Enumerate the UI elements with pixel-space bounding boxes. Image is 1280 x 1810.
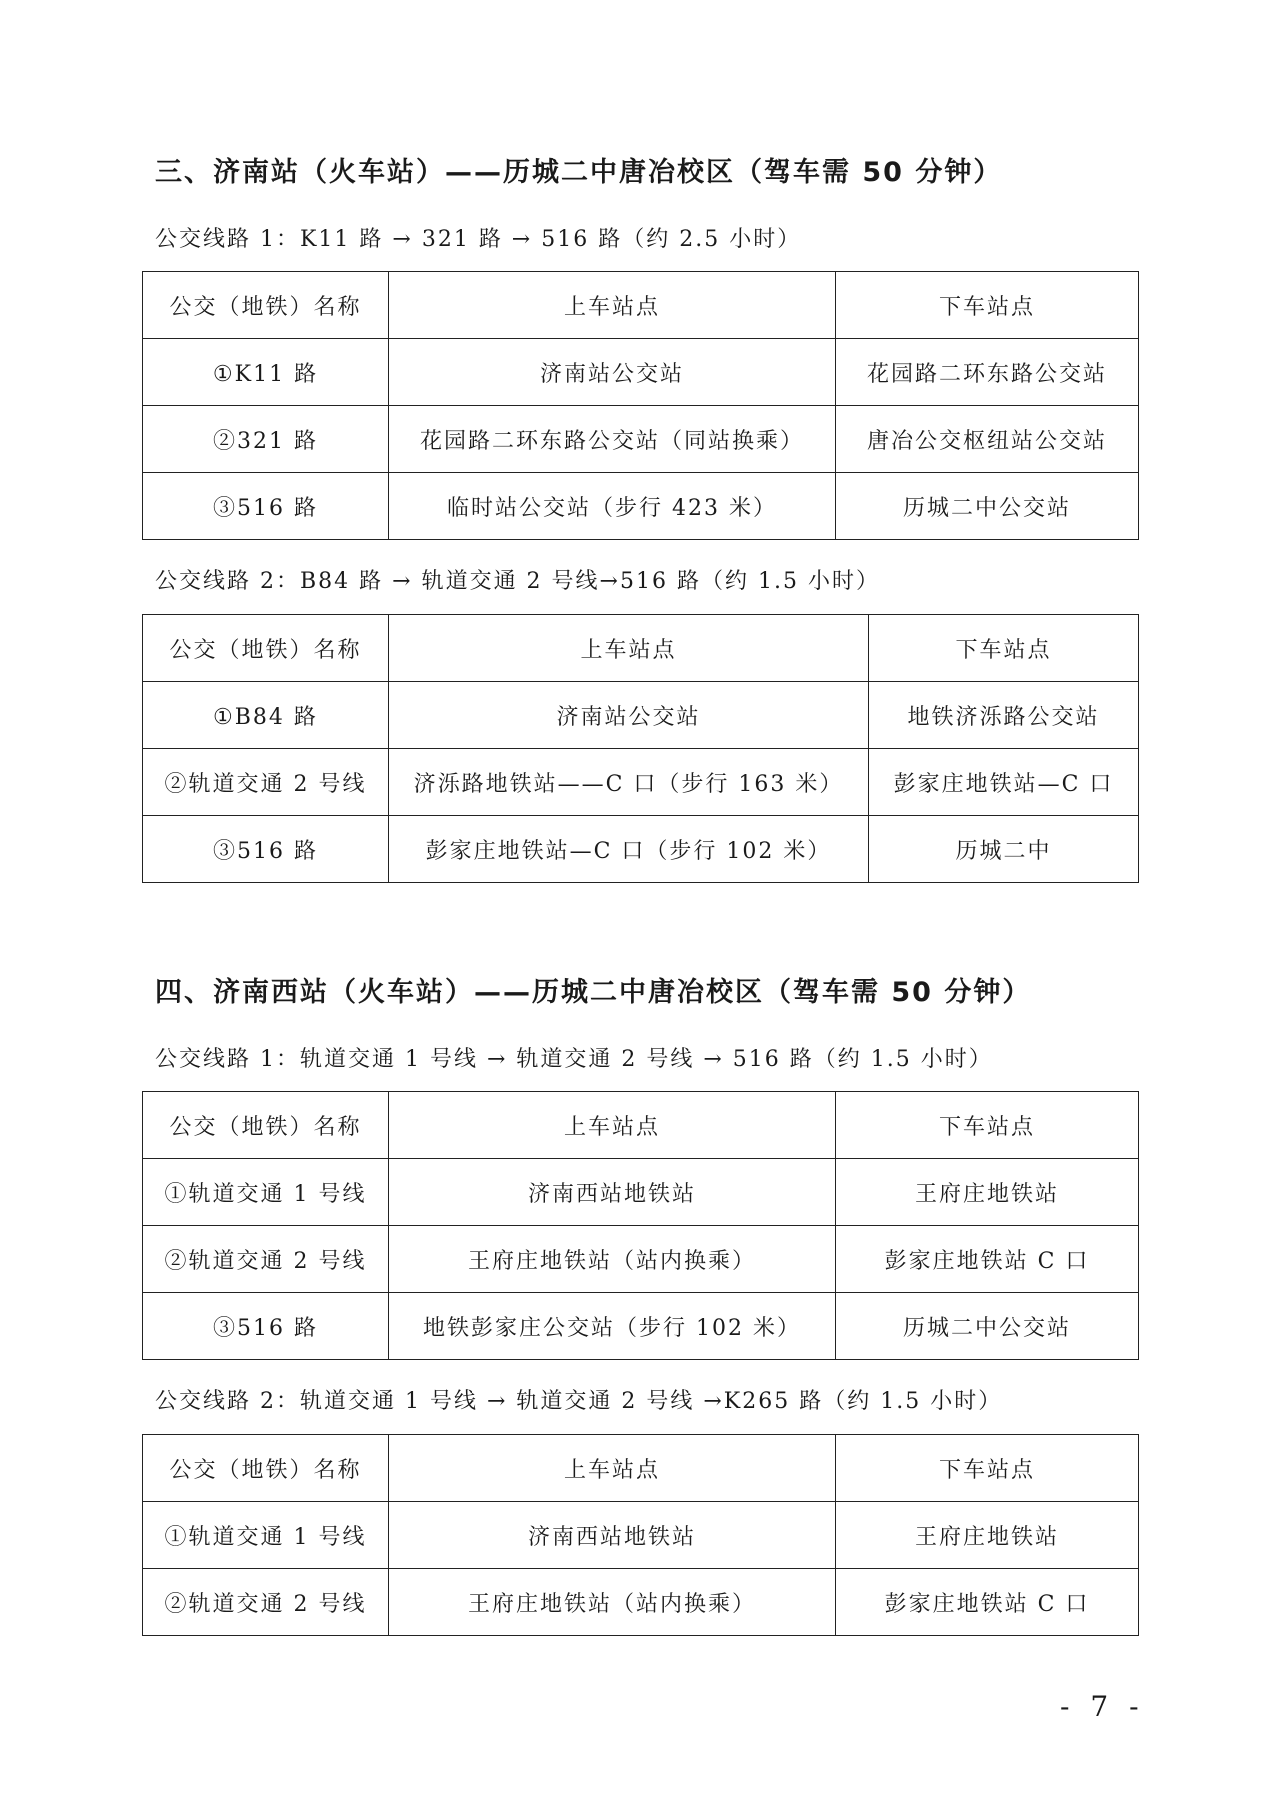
boarding-stop-cell: 彭家庄地铁站—C 口（步行 102 米）	[389, 816, 869, 883]
table-row	[143, 1569, 1139, 1636]
table-header-cell: 上车站点	[389, 1092, 836, 1159]
boarding-stop-cell: 地铁彭家庄公交站（步行 102 米）	[389, 1293, 836, 1360]
boarding-stop-cell: 王府庄地铁站（站内换乘）	[389, 1569, 836, 1636]
table-header-cell: 上车站点	[389, 1435, 836, 1502]
page-number: - 7 -	[1060, 1690, 1145, 1723]
alighting-stop-cell: 彭家庄地铁站 C 口	[836, 1569, 1139, 1636]
table-row	[143, 473, 1139, 540]
line-name-cell: ③516 路	[143, 1293, 389, 1360]
table-header-cell: 下车站点	[836, 1092, 1139, 1159]
alighting-stop-cell: 王府庄地铁站	[836, 1502, 1139, 1569]
line-name-cell: ③516 路	[143, 473, 389, 540]
table-header-cell: 公交（地铁）名称	[143, 615, 389, 682]
table-header-row	[143, 272, 1139, 339]
table-row	[143, 339, 1139, 406]
route-table	[142, 1434, 1139, 1636]
table-row	[143, 1502, 1139, 1569]
route-label: 公交线路 1：轨道交通 1 号线 → 轨道交通 2 号线 → 516 路（约 1.5 小时）	[155, 1047, 993, 1072]
table-header-cell: 上车站点	[389, 615, 869, 682]
section-heading-3: 三、济南站（火车站）——历城二中唐冶校区（驾车需 50 分钟）	[155, 157, 1003, 188]
line-name-cell: ①轨道交通 1 号线	[143, 1159, 389, 1226]
line-name-cell: ①轨道交通 1 号线	[143, 1502, 389, 1569]
table-header-cell: 上车站点	[389, 272, 836, 339]
line-name-cell: ①B84 路	[143, 682, 389, 749]
boarding-stop-cell: 济南西站地铁站	[389, 1159, 836, 1226]
table-row	[143, 1159, 1139, 1226]
alighting-stop-cell: 彭家庄地铁站 C 口	[836, 1226, 1139, 1293]
boarding-stop-cell: 临时站公交站（步行 423 米）	[389, 473, 836, 540]
table-row	[143, 682, 1139, 749]
alighting-stop-cell: 王府庄地铁站	[836, 1159, 1139, 1226]
table-row	[143, 1226, 1139, 1293]
table-header-cell: 公交（地铁）名称	[143, 1092, 389, 1159]
table-header-cell: 公交（地铁）名称	[143, 272, 389, 339]
route-label: 公交线路 2：B84 路 → 轨道交通 2 号线→516 路（约 1.5 小时）	[155, 569, 880, 594]
section-heading-4: 四、济南西站（火车站）——历城二中唐冶校区（驾车需 50 分钟）	[155, 977, 1032, 1008]
line-name-cell: ①K11 路	[143, 339, 389, 406]
boarding-stop-cell: 济泺路地铁站——C 口（步行 163 米）	[389, 749, 869, 816]
boarding-stop-cell: 济南站公交站	[389, 339, 836, 406]
line-name-cell: ③516 路	[143, 816, 389, 883]
boarding-stop-cell: 花园路二环东路公交站（同站换乘）	[389, 406, 836, 473]
table-row	[143, 749, 1139, 816]
alighting-stop-cell: 花园路二环东路公交站	[836, 339, 1139, 406]
table-header-row	[143, 1092, 1139, 1159]
table-row	[143, 1293, 1139, 1360]
alighting-stop-cell: 地铁济泺路公交站	[869, 682, 1139, 749]
table-row	[143, 816, 1139, 883]
table-header-cell: 下车站点	[869, 615, 1139, 682]
boarding-stop-cell: 济南站公交站	[389, 682, 869, 749]
line-name-cell: ②轨道交通 2 号线	[143, 1569, 389, 1636]
table-header-row	[143, 615, 1139, 682]
route-label: 公交线路 1：K11 路 → 321 路 → 516 路（约 2.5 小时）	[155, 227, 802, 252]
line-name-cell: ②轨道交通 2 号线	[143, 749, 389, 816]
table-header-cell: 下车站点	[836, 272, 1139, 339]
route-label: 公交线路 2：轨道交通 1 号线 → 轨道交通 2 号线 →K265 路（约 1.5 小时）	[155, 1389, 1003, 1414]
line-name-cell: ②321 路	[143, 406, 389, 473]
table-row	[143, 406, 1139, 473]
route-table	[142, 1091, 1139, 1360]
table-header-cell: 下车站点	[836, 1435, 1139, 1502]
alighting-stop-cell: 彭家庄地铁站—C 口	[869, 749, 1139, 816]
route-table	[142, 271, 1139, 540]
alighting-stop-cell: 唐冶公交枢纽站公交站	[836, 406, 1139, 473]
alighting-stop-cell: 历城二中	[869, 816, 1139, 883]
route-table	[142, 614, 1139, 883]
table-header-row	[143, 1435, 1139, 1502]
boarding-stop-cell: 济南西站地铁站	[389, 1502, 836, 1569]
table-header-cell: 公交（地铁）名称	[143, 1435, 389, 1502]
alighting-stop-cell: 历城二中公交站	[836, 1293, 1139, 1360]
line-name-cell: ②轨道交通 2 号线	[143, 1226, 389, 1293]
boarding-stop-cell: 王府庄地铁站（站内换乘）	[389, 1226, 836, 1293]
alighting-stop-cell: 历城二中公交站	[836, 473, 1139, 540]
